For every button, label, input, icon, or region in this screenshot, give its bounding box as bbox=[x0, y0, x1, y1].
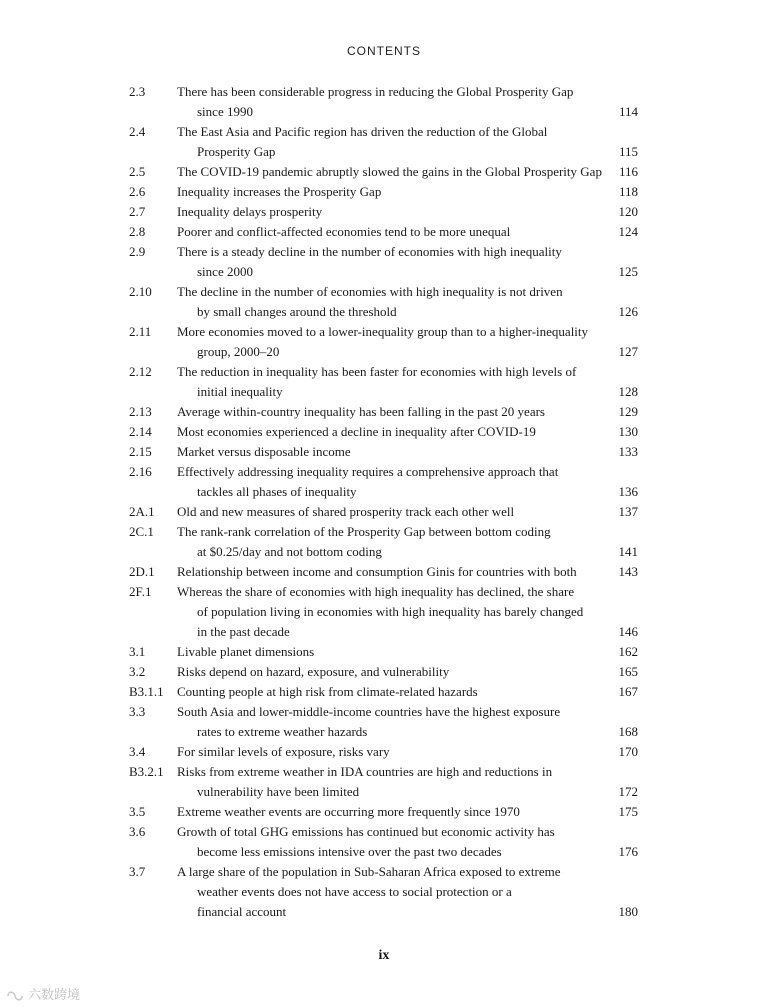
toc-entry bbox=[0, 522, 768, 562]
page-reference: 128 bbox=[618, 384, 638, 399]
toc-entry-line bbox=[0, 182, 768, 202]
page-reference: 180 bbox=[618, 904, 638, 919]
figure-number: 3.3 bbox=[129, 704, 146, 719]
figure-title: The rank-rank correlation of the Prosperity Gap between bottom coding bbox=[177, 524, 551, 539]
toc-entry bbox=[0, 802, 768, 822]
figure-number: 2.7 bbox=[129, 204, 146, 219]
figure-title: Old and new measures of shared prosperity track each other well bbox=[177, 504, 515, 519]
figure-title: There has been considerable progress in reducing the Global Prosperity Gap bbox=[177, 84, 574, 99]
figure-title: of population living in economies with high inequality has barely changed bbox=[197, 604, 584, 619]
figure-number: B3.2.1 bbox=[129, 764, 164, 779]
figure-number: 2.3 bbox=[129, 84, 146, 99]
figure-title: Counting people at high risk from climate-related hazards bbox=[177, 684, 478, 699]
toc-entry-line bbox=[0, 262, 768, 282]
toc-entry-line bbox=[0, 162, 768, 182]
toc-entry-line bbox=[0, 802, 768, 822]
figure-title: become less emissions intensive over the past two decades bbox=[197, 844, 502, 859]
toc-entry bbox=[0, 242, 768, 282]
page-reference: 118 bbox=[618, 184, 638, 199]
page-reference: 124 bbox=[618, 224, 638, 239]
page-reference: 125 bbox=[618, 264, 638, 279]
figure-title: Prosperity Gap bbox=[197, 144, 276, 159]
toc-entry bbox=[0, 662, 768, 682]
figure-number: 2.11 bbox=[129, 324, 152, 339]
figure-number: 2.14 bbox=[129, 424, 152, 439]
toc-entry-line bbox=[0, 402, 768, 422]
toc-entry-line bbox=[0, 142, 768, 162]
page-reference: 176 bbox=[618, 844, 638, 859]
page-reference: 165 bbox=[618, 664, 638, 679]
toc-entry bbox=[0, 702, 768, 742]
toc-entry bbox=[0, 862, 768, 922]
toc-entry-line bbox=[0, 342, 768, 362]
toc-entry-line bbox=[0, 742, 768, 762]
page-number: ix bbox=[378, 948, 390, 963]
toc-entry bbox=[0, 282, 768, 322]
figure-title: Extreme weather events are occurring more frequently since 1970 bbox=[177, 804, 520, 819]
toc-entry bbox=[0, 122, 768, 162]
toc-entry-line bbox=[0, 302, 768, 322]
toc-entry-line bbox=[0, 602, 768, 622]
page-reference: 136 bbox=[618, 484, 638, 499]
toc-entry bbox=[0, 82, 768, 122]
figure-title: A large share of the population in Sub-Saharan Africa exposed to extreme bbox=[177, 864, 561, 879]
toc-entry bbox=[0, 682, 768, 702]
figure-number: 3.6 bbox=[129, 824, 146, 839]
figure-number: 2C.1 bbox=[129, 524, 154, 539]
page-reference: 146 bbox=[618, 624, 638, 639]
toc-entry bbox=[0, 642, 768, 662]
toc-entry-line bbox=[0, 222, 768, 242]
figure-title: Risks depend on hazard, exposure, and vulnerability bbox=[177, 664, 450, 679]
figure-title: The East Asia and Pacific region has driven the reduction of the Global bbox=[177, 124, 548, 139]
toc-entry bbox=[0, 562, 768, 582]
figure-number: 2.9 bbox=[129, 244, 146, 259]
figure-title: Effectively addressing inequality requires a comprehensive approach that bbox=[177, 464, 559, 479]
toc-entry-line bbox=[0, 202, 768, 222]
figure-number: 3.7 bbox=[129, 864, 146, 879]
figure-title: More economies moved to a lower-inequality group than to a higher-inequality bbox=[177, 324, 589, 339]
toc-entry-line bbox=[0, 322, 768, 342]
figure-number: 2F.1 bbox=[129, 584, 152, 599]
figure-title: Relationship between income and consumption Ginis for countries with both bbox=[177, 564, 577, 579]
figure-title: since 1990 bbox=[197, 104, 253, 119]
page-reference: 170 bbox=[618, 744, 638, 759]
toc-entry-line bbox=[0, 462, 768, 482]
toc-entry-line bbox=[0, 582, 768, 602]
figure-number: 2.10 bbox=[129, 284, 152, 299]
figure-title: in the past decade bbox=[197, 624, 290, 639]
page-reference: 141 bbox=[618, 544, 638, 559]
toc-entry-line bbox=[0, 642, 768, 662]
toc-entry-line bbox=[0, 522, 768, 542]
toc-entry bbox=[0, 322, 768, 362]
figure-title: There is a steady decline in the number of economies with high inequality bbox=[177, 244, 562, 259]
figure-number: 3.2 bbox=[129, 664, 146, 679]
figure-number: 3.1 bbox=[129, 644, 146, 659]
figure-title: The COVID-19 pandemic abruptly slowed the gains in the Global Prosperity Gap bbox=[177, 164, 602, 179]
figure-number: 2.8 bbox=[129, 224, 146, 239]
figure-title: initial inequality bbox=[197, 384, 283, 399]
toc-entry-line bbox=[0, 482, 768, 502]
figure-title: vulnerability have been limited bbox=[197, 784, 360, 799]
figure-title: Average within-country inequality has been falling in the past 20 years bbox=[177, 404, 545, 419]
figure-number: 2A.1 bbox=[129, 504, 155, 519]
page-reference: 168 bbox=[618, 724, 638, 739]
figure-number: 2.6 bbox=[129, 184, 146, 199]
page-reference: 167 bbox=[618, 684, 638, 699]
toc-entry-line bbox=[0, 422, 768, 442]
page-reference: 162 bbox=[618, 644, 638, 659]
figure-title: Livable planet dimensions bbox=[177, 644, 315, 659]
toc-entry-line bbox=[0, 122, 768, 142]
figure-number: 2.5 bbox=[129, 164, 146, 179]
toc-entry-line bbox=[0, 622, 768, 642]
toc-entry-line bbox=[0, 662, 768, 682]
figure-title: at $0.25/day and not bottom coding bbox=[197, 544, 382, 559]
figure-number: 2.15 bbox=[129, 444, 152, 459]
figure-number: 2.12 bbox=[129, 364, 152, 379]
running-header: CONTENTS bbox=[347, 44, 421, 58]
toc-entry-line bbox=[0, 722, 768, 742]
watermark bbox=[6, 984, 80, 1003]
page-reference: 115 bbox=[618, 144, 638, 159]
toc-entry bbox=[0, 162, 768, 182]
figure-number: 2.13 bbox=[129, 404, 152, 419]
page-reference: 116 bbox=[618, 164, 638, 179]
toc-entry-line bbox=[0, 822, 768, 842]
toc-entry bbox=[0, 402, 768, 422]
page-reference: 143 bbox=[618, 564, 638, 579]
toc-entry bbox=[0, 762, 768, 802]
figure-title: group, 2000–20 bbox=[197, 344, 280, 359]
toc-entry bbox=[0, 822, 768, 862]
watermark-logo-icon bbox=[6, 989, 24, 1003]
toc-entry bbox=[0, 182, 768, 202]
toc-entry-line bbox=[0, 502, 768, 522]
toc-entry-line bbox=[0, 242, 768, 262]
figure-title: by small changes around the threshold bbox=[197, 304, 397, 319]
page-reference: 126 bbox=[618, 304, 638, 319]
figure-number: 3.5 bbox=[129, 804, 146, 819]
watermark-text: 六数跨境 bbox=[28, 988, 81, 1003]
figure-title: Risks from extreme weather in IDA countries are high and reductions in bbox=[177, 764, 553, 779]
figure-title: tackles all phases of inequality bbox=[197, 484, 357, 499]
figure-title: Most economies experienced a decline in inequality after COVID-19 bbox=[177, 424, 536, 439]
toc-entry-line bbox=[0, 562, 768, 582]
toc-entry-line bbox=[0, 902, 768, 922]
figure-title: Poorer and conflict-affected economies tend to be more unequal bbox=[177, 224, 511, 239]
figure-number: 2D.1 bbox=[129, 564, 155, 579]
figure-title: rates to extreme weather hazards bbox=[197, 724, 368, 739]
toc-entry-line bbox=[0, 702, 768, 722]
page-reference: 127 bbox=[618, 344, 638, 359]
toc-entry bbox=[0, 222, 768, 242]
figure-title: South Asia and lower-middle-income countries have the highest exposure bbox=[177, 704, 561, 719]
figure-title: weather events does not have access to social protection or a bbox=[197, 884, 512, 899]
toc-entry-line bbox=[0, 682, 768, 702]
toc-entry bbox=[0, 462, 768, 502]
figure-title: Inequality increases the Prosperity Gap bbox=[177, 184, 382, 199]
toc-entry-line bbox=[0, 782, 768, 802]
toc-entry-line bbox=[0, 382, 768, 402]
toc-entry bbox=[0, 742, 768, 762]
toc-entry-line bbox=[0, 882, 768, 902]
toc-entry-line bbox=[0, 842, 768, 862]
toc-entry-line bbox=[0, 862, 768, 882]
toc-entry-line bbox=[0, 82, 768, 102]
figure-title: Inequality delays prosperity bbox=[177, 204, 323, 219]
toc-entry-line bbox=[0, 102, 768, 122]
toc-entry-line bbox=[0, 442, 768, 462]
page-reference: 172 bbox=[618, 784, 638, 799]
page-reference: 114 bbox=[618, 104, 638, 119]
figure-number: 3.4 bbox=[129, 744, 146, 759]
toc-entry-line bbox=[0, 282, 768, 302]
page-reference: 137 bbox=[618, 504, 638, 519]
figure-title: Market versus disposable income bbox=[177, 444, 351, 459]
figure-title: Whereas the share of economies with high inequality has declined, the share bbox=[177, 584, 575, 599]
figure-title: The decline in the number of economies with high inequality is not driven bbox=[177, 284, 563, 299]
figure-number: B3.1.1 bbox=[129, 684, 164, 699]
toc-entry-line bbox=[0, 542, 768, 562]
figure-title: since 2000 bbox=[197, 264, 253, 279]
page-reference: 129 bbox=[618, 404, 638, 419]
figure-number: 2.4 bbox=[129, 124, 146, 139]
toc-entry bbox=[0, 442, 768, 462]
toc-entry bbox=[0, 362, 768, 402]
figure-title: For similar levels of exposure, risks vary bbox=[177, 744, 390, 759]
toc-entry bbox=[0, 582, 768, 642]
figure-number: 2.16 bbox=[129, 464, 152, 479]
toc-entry-line bbox=[0, 362, 768, 382]
toc-entry bbox=[0, 502, 768, 522]
figure-title: The reduction in inequality has been faster for economies with high levels of bbox=[177, 364, 577, 379]
toc-entry bbox=[0, 422, 768, 442]
page-reference: 133 bbox=[618, 444, 638, 459]
contents-list bbox=[0, 82, 768, 922]
toc-entry bbox=[0, 202, 768, 222]
page-reference: 130 bbox=[618, 424, 638, 439]
page-reference: 120 bbox=[618, 204, 638, 219]
page-reference: 175 bbox=[618, 804, 638, 819]
toc-entry-line bbox=[0, 762, 768, 782]
figure-title: financial account bbox=[197, 904, 287, 919]
figure-title: Growth of total GHG emissions has continued but economic activity has bbox=[177, 824, 555, 839]
